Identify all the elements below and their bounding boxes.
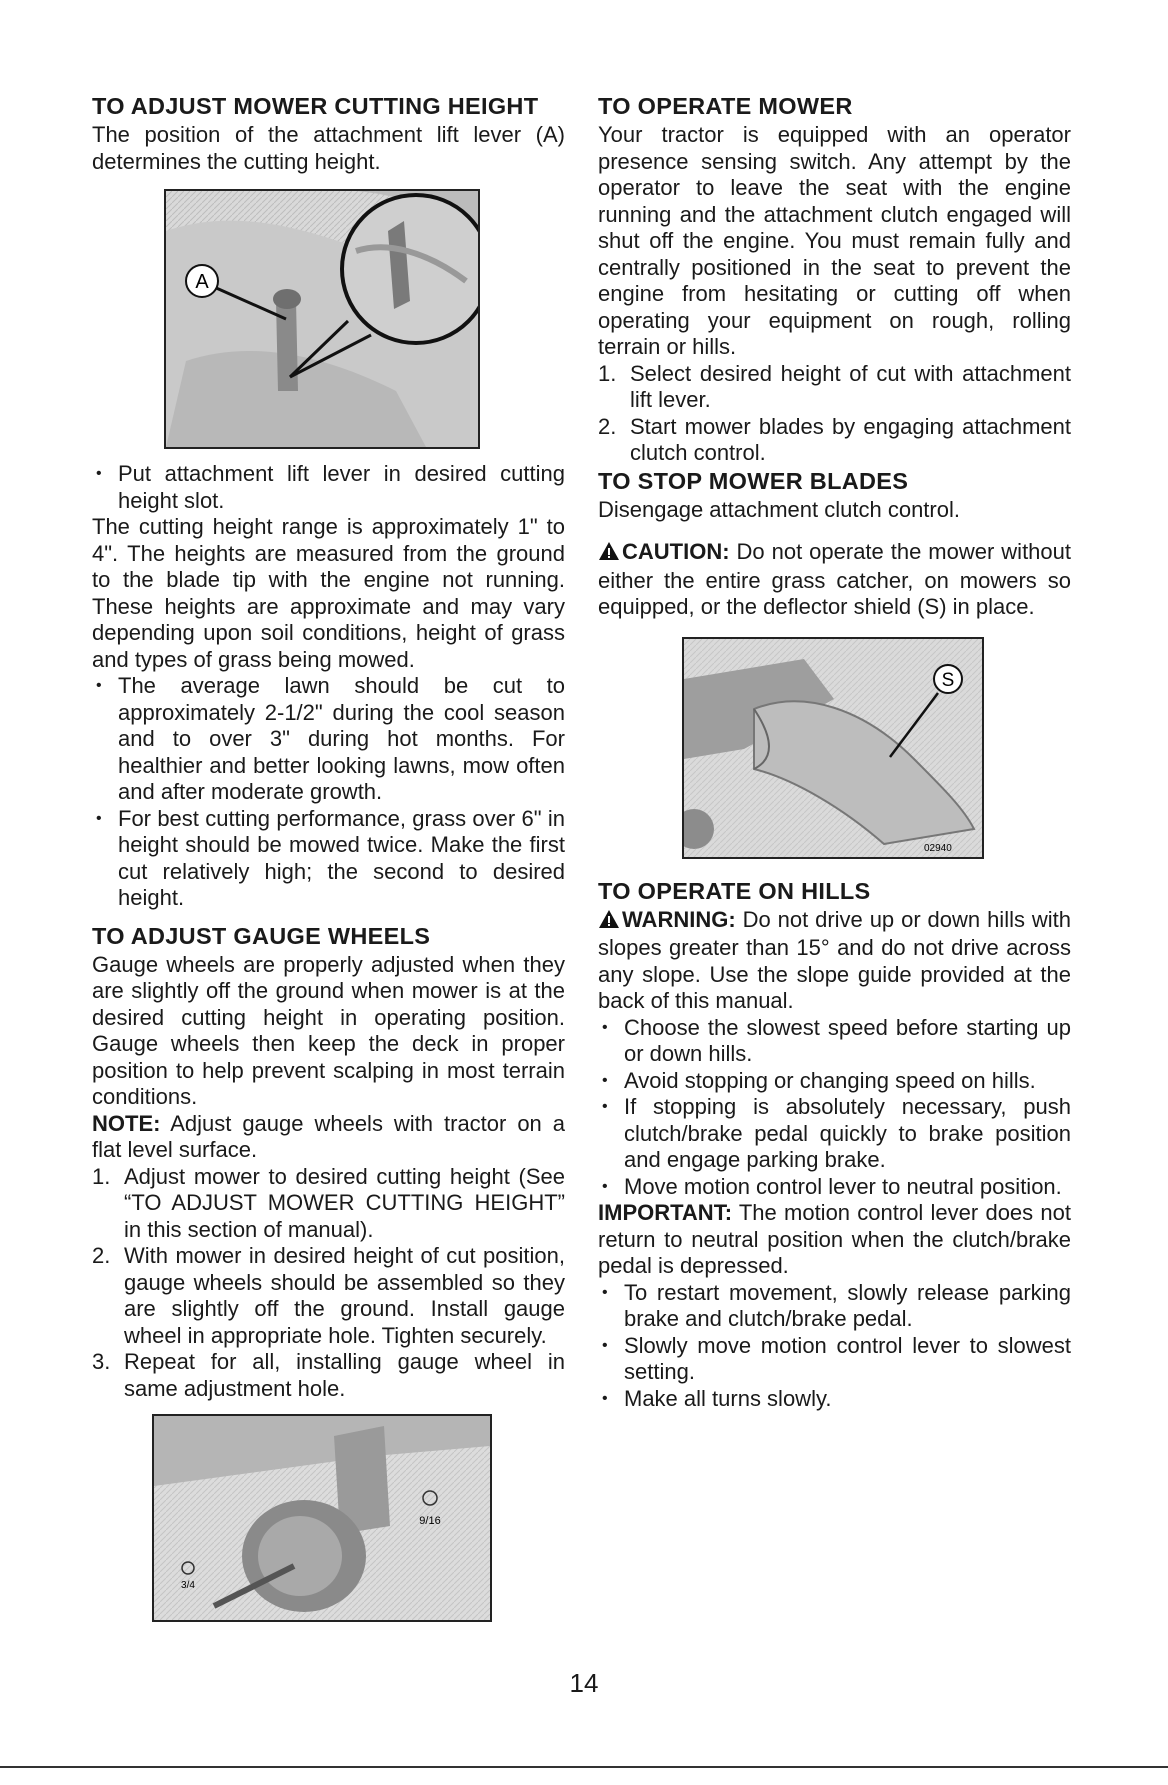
step-text: With mower in desired height of cut position, gauge wheels should be assembled so they are slightly off the ground. Install gauge wheel in appropriate hole. Tighten securely.	[124, 1243, 565, 1348]
gauge-wheels-intro: Gauge wheels are properly adjusted when they are slightly off the ground when mower is at the desired cutting height in operating position. Gauge wheels then keep the deck in proper position to help prevent scalping in most terrain conditions.	[92, 951, 565, 1109]
gauge-wheel-size-large: 9/16	[419, 1515, 441, 1527]
list-item: • Slowly move motion control lever to slowest setting.	[598, 1333, 1071, 1386]
operate-mower-steps	[598, 361, 1071, 467]
hills-bullet-list-2	[598, 1280, 1071, 1413]
caution-label: CAUTION:	[622, 539, 730, 564]
gauge-wheels-heading: TO ADJUST GAUGE WHEELS	[92, 922, 431, 949]
list-item: • For best cutting performance, grass over 6" in height should be mowed twice. Make the first cut relatively high; the second to desired height.	[92, 806, 565, 912]
warning-body: Do not drive up or down hills with slopes greater than 15° and do not drive across any slope. Use the slope guide provided at the back of this manual.	[598, 906, 1071, 1013]
step-number: 2.	[598, 413, 617, 439]
list-item: • Make all turns slowly.	[598, 1386, 1071, 1413]
note-text: Adjust gauge wheels with tractor on a flat level surface.	[92, 1110, 565, 1162]
list-item: • To restart movement, slowly release parking brake and clutch/brake pedal.	[598, 1280, 1071, 1333]
list-item: • Avoid stopping or changing speed on hills.	[598, 1068, 1071, 1095]
bottom-divider	[0, 1766, 1168, 1768]
important-text	[598, 1200, 1071, 1280]
important-label: IMPORTANT:	[598, 1200, 733, 1225]
left-column	[92, 92, 565, 1622]
stop-blades-heading: TO STOP MOWER BLADES	[598, 467, 909, 494]
note-label: NOTE:	[92, 1110, 161, 1136]
cutting-height-range-text: The cutting height range is approximately 1" to 4". The heights are measured from the ground to the blade tip with the engine not running. These heights are approximate and may vary depending upon soil conditions, height of grass and types of grass being mowed.	[92, 514, 565, 672]
list-item	[92, 1243, 565, 1349]
warning-triangle-icon	[598, 541, 620, 568]
hills-bullet-list	[598, 1015, 1071, 1201]
step-number: 3.	[92, 1349, 111, 1374]
gauge-wheels-note	[92, 1111, 565, 1164]
figure-code: 02940	[924, 842, 952, 854]
list-item: • Choose the slowest speed before starting up or down hills.	[598, 1015, 1071, 1068]
stop-blades-text: Disengage attachment clutch control.	[598, 496, 960, 522]
gauge-wheel-size-small: 3/4	[181, 1580, 195, 1591]
cutting-height-bullet-list-1	[92, 461, 565, 514]
cutting-height-bullet-list-2	[92, 673, 565, 912]
warning-label: WARNING:	[622, 906, 736, 932]
caution-text	[598, 539, 1071, 621]
step-number: 2.	[92, 1243, 111, 1268]
step-text: Adjust mower to desired cutting height (See “TO ADJUST MOWER CUTTING HEIGHT” in this section of manual).	[124, 1163, 565, 1242]
right-column	[598, 92, 1071, 1412]
step-text: Repeat for all, installing gauge wheel in same adjustment hole.	[124, 1349, 565, 1401]
cutting-height-intro: The position of the attachment lift lever (A) determines the cutting height.	[92, 122, 565, 174]
gauge-wheel-figure	[152, 1414, 492, 1622]
operate-hills-heading: TO OPERATE ON HILLS	[598, 877, 871, 904]
operate-mower-heading: TO OPERATE MOWER	[598, 93, 853, 119]
list-item	[598, 414, 1071, 467]
list-item: • If stopping is absolutely necessary, push clutch/brake pedal quickly to brake position and engage parking brake.	[598, 1094, 1071, 1174]
warning-triangle-icon	[598, 909, 620, 936]
deflector-shield-figure	[682, 637, 984, 859]
important-body: The motion control lever does not return to neutral position when the clutch/brake pedal is depressed.	[598, 1200, 1071, 1278]
gauge-wheels-steps	[92, 1164, 565, 1403]
lift-lever-callout: A	[195, 271, 209, 293]
list-item	[92, 1164, 565, 1244]
page-number: 14	[569, 1668, 599, 1698]
list-item	[598, 361, 1071, 414]
step-text: Select desired height of cut with attachment lift lever.	[630, 360, 1071, 412]
list-item	[92, 1349, 565, 1402]
cutting-height-heading: TO ADJUST MOWER CUTTING HEIGHT	[92, 93, 539, 119]
list-item: • Move motion control lever to neutral position.	[598, 1174, 1071, 1201]
list-item: • Put attachment lift lever in desired cutting height slot.	[92, 461, 565, 514]
lift-lever-figure	[164, 189, 480, 449]
list-item: • The average lawn should be cut to approximately 2-1/2" during the cool season and to over 3" during hot months. For healthier and better looking lawns, mow often and after moderate growth.	[92, 673, 565, 806]
deflector-callout: S	[941, 669, 955, 691]
warning-text	[598, 907, 1071, 1015]
caution-body: Do not operate the mower without either the entire grass catcher, on mowers so equipped, or the deflector shield (S) in place.	[598, 539, 1071, 619]
step-text: Start mower blades by engaging attachment clutch control.	[630, 413, 1071, 465]
step-number: 1.	[92, 1163, 111, 1189]
step-number: 1.	[598, 360, 617, 386]
operate-mower-intro: Your tractor is equipped with an operator presence sensing switch. Any attempt by the operator to leave the seat with the engine running and the attachment clutch engaged will shut off the engine. You must remain fully and centrally positioned in the seat to prevent the engine from hesitating or cutting off when operating your equipment on rough, rolling terrain or hills.	[598, 122, 1071, 359]
